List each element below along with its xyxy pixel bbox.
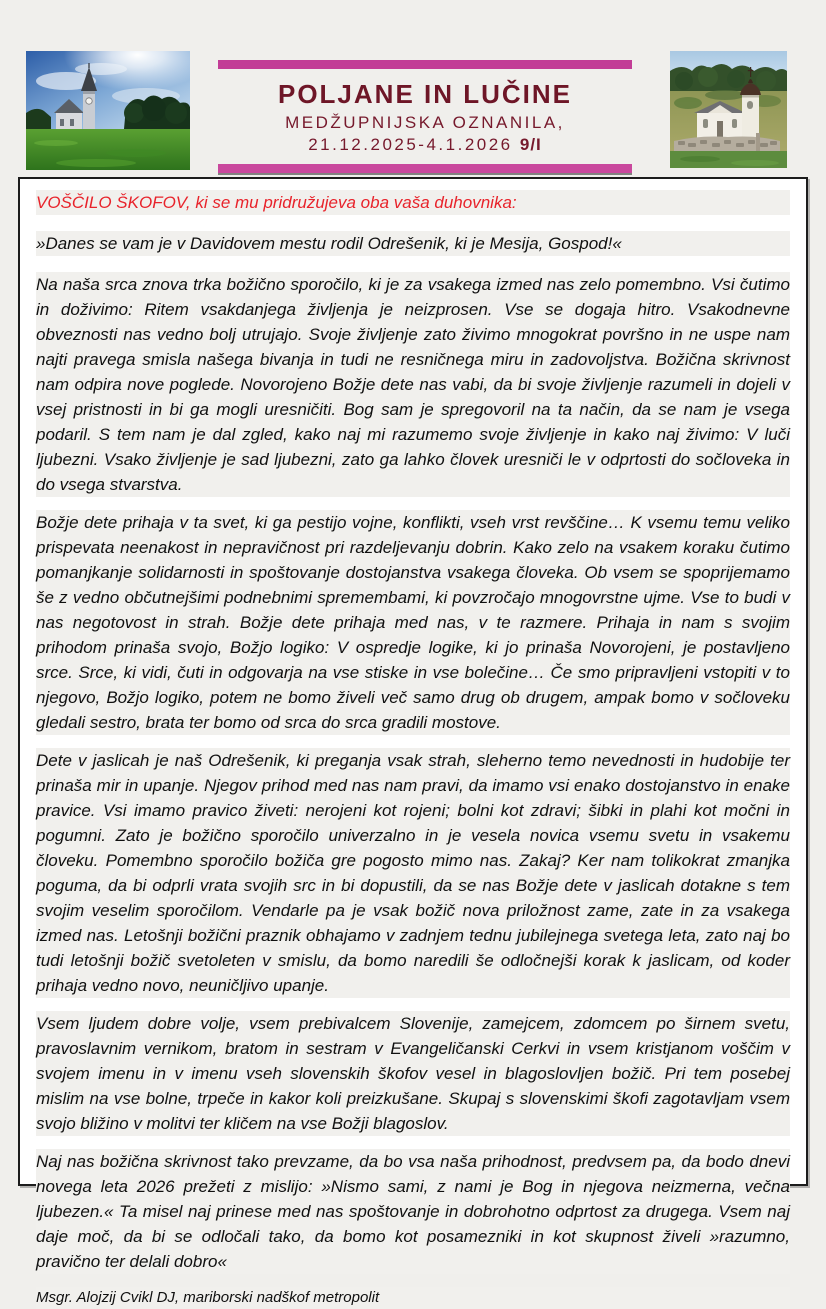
church-meadow-photo-art: [26, 51, 190, 170]
issue-number: 9/I: [519, 135, 542, 154]
article-paragraph-2: Božje dete prihaja v ta svet, ki ga pestijo vojne, konflikti, vseh vrst revščine… K vsemu temu veliko prispevata neenakost in nepravičnost pri razdeljevanju dobrin. Kako zelo na vsakem koraku čutimo pomanjkanje solidarnosti in spoštovanje dostojanstva vsakega človeka. Ob vsem se spoprijemamo še z vedno občutnejšimi podnebnimi spremembami, ki povzročajo mnogovrstne ujme. Vse to budi v nas negotovost in strah. Božje dete prihaja med nas, v te razmere. Prihaja in nam s svojim prihodom prinaša svojo, Božjo logiko: V ospredje logike, ki jo prinaša Novorojeni, je postavljeno srce. Srce, ki vidi, čuti in odgovarja na vse stiske in vse bolečine… Če smo pripravljeni vstopiti v to njegovo, Božjo logiko, potem ne bomo živeli več samo drug ob drugem, ampak bomo v sočloveku gledali sestro, brata ter bomo od srca do srca gradili mostove.: [36, 510, 790, 735]
accent-bar-top: [218, 60, 632, 69]
hillside-church-photo: [670, 51, 787, 168]
article-box: [18, 177, 808, 1306]
article-signature: Msgr. Alojzij Cvikl DJ, mariborski nadškof metropolit: [36, 1287, 790, 1309]
page-title: POLJANE IN LUČINE: [277, 79, 573, 109]
article-quote: »Danes se vam je v Davidovem mestu rodil Odrešenik, ki je Mesija, Gospod!«: [36, 231, 790, 256]
masthead-block: [218, 60, 632, 173]
hillside-church-photo-art: [670, 51, 787, 168]
article-paragraph-4: Vsem ljudem dobre volje, vsem prebivalcem Slovenije, zamejcem, zdomcem po širnem svetu, pravoslavnim vernikom, bratom in sestram v Evangeličanski Cerkvi in vsem kristjanom voščim v svojem imenu in v imenu vseh slovenskih škofov vesel in blagoslovljen božič. Pri tem posebej mislim na vse bolne, trpeče in kakor koli preizkušane. Skupaj s slovenskimi škofi zagotavljam vsem svojo bližino v molitvi ter kličem na vse Božji blagoslov.: [36, 1011, 790, 1136]
masthead-subtitle: [225, 112, 625, 156]
article-red-heading: VOŠČILO ŠKOFOV, ki se mu pridružujeva oba vaša duhovnika:: [36, 190, 790, 215]
article-paragraph-5: Naj nas božična skrivnost tako prevzame, da bo vsa naša prihodnost, predvsem pa, da bodo dnevi novega leta 2026 prežeti z mislijo: »Nismo sami, z nami je Bog in njegova neizmerna, večna ljubezen.« Ta misel naj prinese med nas spoštovanje in dobrohotno odprtost za drugega. Vsem naj daje moč, da bi se odločali tako, da bomo kot posamezniki in kot skupnost živeli »razumno, pravično ter delali dobro«: [36, 1149, 790, 1274]
subtitle-text: MEDŽUPNIJSKA OZNANILA, 21.12.2025-4.1.2026: [285, 113, 565, 154]
article-paragraph-1: Na naša srca znova trka božično sporočilo, ki je za vsakega izmed nas zelo pomembno. Vsi čutimo in doživimo: Ritem vsakdanjega življenja je neizprosen. Vse se dogaja hitro. Vsakodnevne obveznosti nas vedno bolj utrujajo. Svoje življenje zato živimo mnogokrat površno in ne uspe nam najti pravega smisla našega bivanja in tudi ne resničnega miru in zadovoljstva. Božična skrivnost nam odpira nove poglede. Novorojeno Božje dete nas vabi, da bi svoje življenje razumeli in dojeli v vsej pristnosti in bi ga mogli uresničiti. Bog sam je spregovoril na ta način, da se nam je vsega podaril. S tem nam je dal zgled, kako naj mi razumemo svoje življenje in kako naj živimo: V luči ljubezni. Vsako življenje je sad ljubezni, zato ga lahko človek uresniči le v odprtosti do sočloveka in do vsega stvarstva.: [36, 272, 790, 497]
accent-bar-bottom: [218, 164, 632, 173]
article-paragraph-3: Dete v jaslicah je naš Odrešenik, ki preganja vsak strah, sleherno temo nevednosti in hudobije ter prinaša mir in upanje. Njegov prihod med nas nam pravi, da imamo vsi enako dostojanstvo in enake pravice. Vsi imamo pravico živeti: nerojeni kot rojeni; bolni kot zdravi; šibki in plahi kot močni in pogumni. Zato je božično sporočilo univerzalno in je vesela novica vsemu svetu in vsakemu človeku. Pomembno sporočilo božiča gre pogosto mimo nas. Zakaj? Ker nam tolikokrat zmanjka poguma, da bi odprli vrata svojih src in bi dopustili, da se nas Božje dete v jaslicah dotakne s tem svojim veselim sporočilom. Vendarle pa je vsak božič nova priložnost zame, zate in za vsakega izmed nas. Letošnji božični praznik obhajamo v zadnjem tednu jubilejnega svetega leta, zato naj bo tudi letošnji božič svetoleten v smislu, da bomo naredili še odločnejši korak k jaslicam, od koder prihaja vedno novo, neuničljivo upanje.: [36, 748, 790, 998]
church-meadow-photo: [26, 51, 190, 170]
